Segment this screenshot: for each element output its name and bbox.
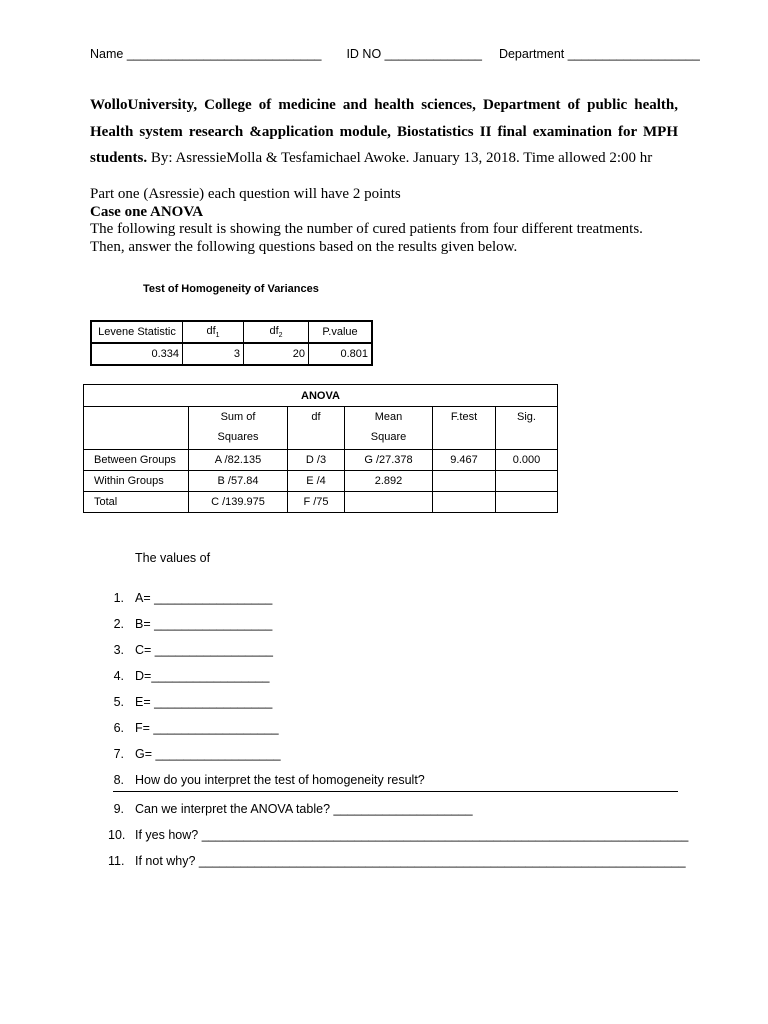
table-row — [84, 492, 558, 513]
row-label: Between Groups — [84, 450, 189, 471]
exam-authors: By: AsressieMolla & Tesfamichael Awoke. January 13, 2018. Time allowed 2:00 hr — [147, 150, 653, 166]
ms-cell: G /27.378 — [345, 450, 433, 471]
df-cell: F /75 — [288, 492, 345, 513]
df-cell: E /4 — [288, 471, 345, 492]
homogeneity-title: Test of Homogeneity of Variances — [143, 283, 319, 295]
pvalue-value: 0.801 — [309, 343, 373, 365]
ss-header: Sum of Squares — [189, 407, 288, 450]
name-field-label[interactable]: Name ____________________________ — [90, 47, 322, 61]
values-intro: The values of — [135, 551, 211, 565]
exam-title — [90, 92, 678, 172]
ms-cell: 2.892 — [345, 471, 433, 492]
intro-block — [90, 186, 643, 256]
f-header: F.test — [433, 407, 496, 450]
row-label: Within Groups — [84, 471, 189, 492]
f-cell — [433, 492, 496, 513]
sig-cell — [496, 492, 558, 513]
homogeneity-table — [90, 320, 373, 366]
levene-header: Levene Statistic — [91, 321, 183, 343]
df-header: df — [288, 407, 345, 450]
answer-line[interactable] — [113, 791, 678, 792]
ms-cell — [345, 492, 433, 513]
case-heading: Case one ANOVA — [90, 203, 204, 220]
description-line-1: The following result is showing the number of cured patients from four different treatments. — [90, 221, 643, 237]
f-cell — [433, 471, 496, 492]
part-line: Part one (Asressie) each question will have 2 points — [90, 186, 401, 202]
pvalue-header: P.value — [309, 321, 373, 343]
ms-header: Mean Square — [345, 407, 433, 450]
sig-cell — [496, 471, 558, 492]
df-cell: D /3 — [288, 450, 345, 471]
sig-header: Sig. — [496, 407, 558, 450]
header-line — [90, 47, 700, 61]
df2-header: $df_2$ — [244, 321, 309, 343]
description-line-2: Then, answer the following questions based on the results given below. — [90, 238, 518, 255]
df1-header: $df_1$ — [183, 321, 244, 343]
anova-table — [83, 384, 558, 513]
row-label: Total — [84, 492, 189, 513]
df2-value: 20 — [244, 343, 309, 365]
df1-value: 3 — [183, 343, 244, 365]
anova-corner-cell — [84, 407, 189, 450]
sig-cell: 0.000 — [496, 450, 558, 471]
levene-value: 0.334 — [91, 343, 183, 365]
ss-cell: A /82.135 — [189, 450, 288, 471]
f-cell: 9.467 — [433, 450, 496, 471]
ss-cell: C /139.975 — [189, 492, 288, 513]
anova-title: ANOVA — [84, 385, 558, 407]
table-row — [84, 471, 558, 492]
exam-title-bold: WolloUniversity, College of medicine and health sciences, Department of public health, Health system research &application module, Biostatistics II final examination for MPH students. — [90, 97, 678, 166]
ss-cell: B /57.84 — [189, 471, 288, 492]
department-field-label[interactable]: Department ___________________ — [498, 47, 700, 61]
table-row — [84, 450, 558, 471]
id-field-label[interactable]: ID NO ______________ — [346, 47, 482, 61]
